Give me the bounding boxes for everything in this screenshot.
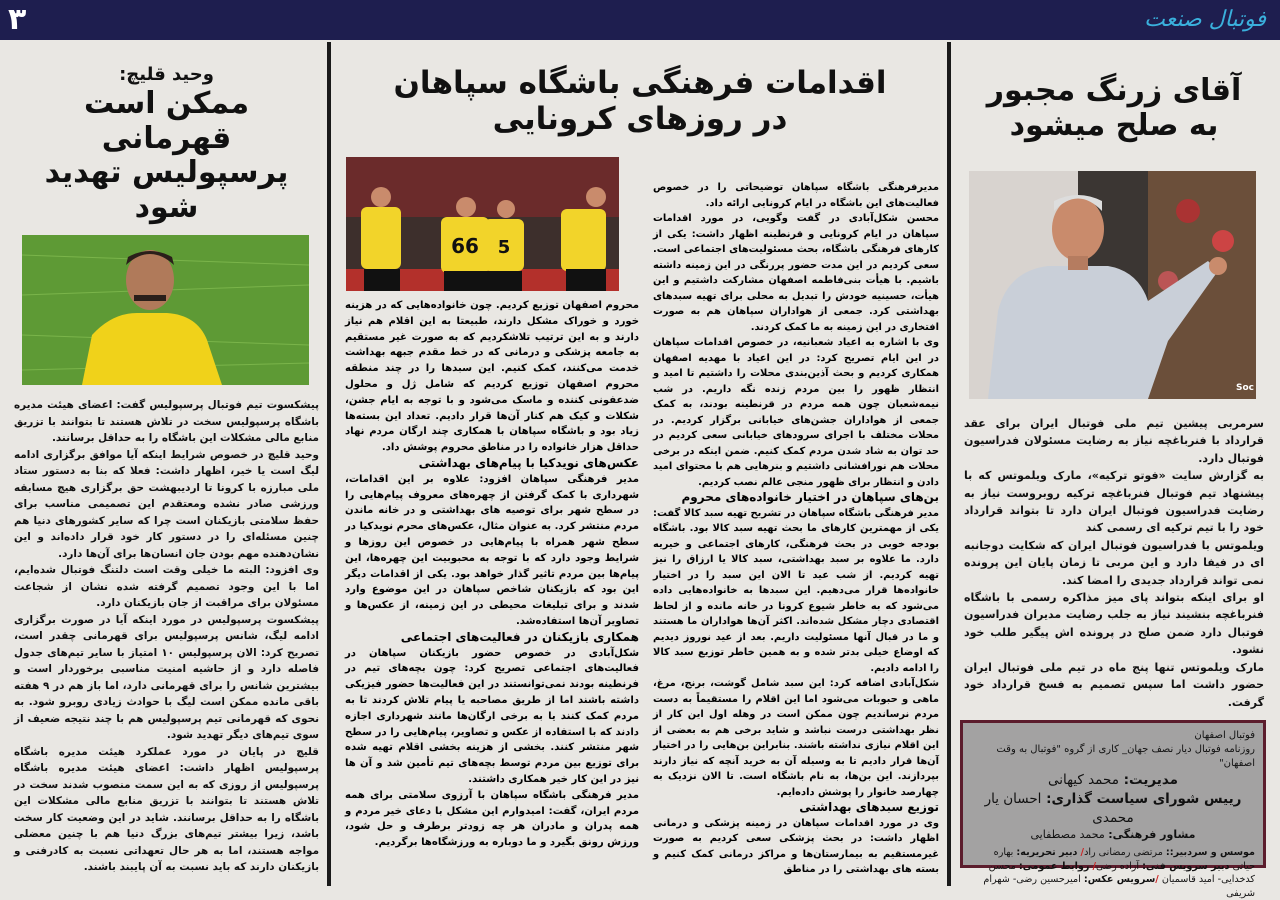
credits-staff — [971, 846, 1255, 900]
paragraph: محسن شکل‌آبادی در گفت وگویی، در مورد اقدامات سپاهان در ایام کرونایی و قرنطینه اظهار داشت: یکی از کارهای فرهنگی باشگاه، بحث مسئولیت‌های اجتماعی است. سعی کردیم در این مدت حضور پررنگی در این زمینه داشته باشیم. با هیأت بنی‌فاطمه اصفهان مشارکت داشتیم و این هیأت، حسینیه خودش را تبدیل به محلی برای تهیه سبدهای بهداشتی کرد. جمعی از هواداران سپاهان هم به صورت افتخاری در این زمینه به ما کمک کردند. — [653, 213, 939, 333]
separator: / — [1155, 874, 1159, 885]
subheading: عکس‌های نویدکیا با پیام‌های بهداشتی — [418, 455, 639, 470]
value: مرتضی رمضانی راد — [1084, 847, 1163, 858]
paragraph: او برای اینکه بتواند پای میز مذاکره رسمی با باشگاه فنرباغچه بنشیند نیاز به جلب رضایت مدیران فدراسیون فوتبال دارد ضمن صلح در پرونده اش پیگیر طلب خود نشود. — [964, 591, 1264, 657]
value: محمد کیهانی — [1047, 772, 1119, 788]
article-body — [964, 415, 1264, 711]
paragraph: به گزارش سایت «فوتو ترکیه»، مارک ویلموتس که با پیشنهاد تیم فوتبال فنرباغچه ترکیه روبروست نیاز به رضایت فدراسیون فوتبال ایران دارد تا بتواند قرارداد خود را با تیم ترکیه ای رسمی کند — [964, 469, 1264, 535]
paragraph: شکل‌آبادی در خصوص حضور بازیکنان سپاهان در فعالیت‌های اجتماعی تصریح کرد: چون بچه‌های تیم در فرنطینه بودند نمی‌توانستند در این فعالیت‌ها حضور فیزیکی داشته باشند اما از طریق مصاحبه یا پیام تلاش کردند تا به مردم کمک کنند یا به برخی ارگان‌ها مانند شهرداری اجازه دادند که با استفاده از عکس و تصاویر، پیام‌هایی را در سطح شهر منتشر کنند. بخشی از هزینه بخشی اقلام تهیه شده برای توزیع بین مردم توسط بچه‌های تیم تأمین شد و آن ها نیز در این کار خیر همکاری داشتند. — [345, 647, 639, 785]
headline-line: اقدامات فرهنگی باشگاه سپاهان — [393, 65, 887, 101]
value: بهاره حیاتی — [993, 847, 1255, 872]
article-sepahan — [340, 48, 940, 137]
wilmots-photo — [969, 171, 1256, 399]
credits-box — [960, 720, 1266, 899]
article-wilmots — [964, 48, 1264, 711]
headline — [964, 74, 1264, 143]
separator: / — [1092, 860, 1096, 872]
paragraph: مارک ویلموتس تنها پنج ماه در تیم ملی فوتبال ایران حضور داشت اما سپس تصمیم به فسخ قرارداد خود گرفت. — [964, 660, 1264, 709]
headline-line: پرسپولیس تهدید شود — [44, 155, 289, 225]
label: روابط عمومی: — [1018, 860, 1090, 872]
masthead-bar — [0, 0, 1280, 40]
jersey-number: 5 — [497, 237, 511, 258]
column-divider — [327, 42, 331, 886]
credits-cultural — [971, 828, 1255, 842]
newspaper-logo: فوتبال صنعت — [1144, 7, 1266, 32]
paragraph: محروم اصفهان توزیع کردیم. چون خانواده‌هایی که در هزینه خورد و خوراک مشکل دارند، طبیعتا به این اقلام هم نیاز دارند و به این ترتیب تلاشکردیم که به صورت غیر مستقیم به جامعه پزشکی و درمانی که در خط مقدم جبهه بهداشت خدمت می‌کنند، کمک کنیم. این سبدها را در چند منطقه محروم اصفهان توزیع کردیم که شامل ژل و محلول ضدعفونی کننده و ماسک می‌شود و با توجه به ایام جشن، شکلات و کیک هم کنار آن‌ها قرار دادیم. تعداد این بسته‌ها زیاد بود و باشگاه سپاهان با همکاری چند ارگان مردم نهاد حداقل هزار خانواده را در مناطق محروم پوشش داد. — [345, 300, 639, 454]
paragraph: پیشکسوت پرسپولیس در مورد اینکه آیا در صورت برگزاری ادامه لیگ، شانس پرسپولیس برای قهرمانی چقدر است، تصریح کرد: الان پرسپولیس ۱۰ امتیاز با سایر تیم‌های جدول فاصله دارد و از حاشیه امنیت مناسبی برخوردار است و بیشترین شانس را برای قهرمانی دارد، اما باز هم در ۹ هفته باقی مانده ممکن است لیگ با حوادث زیادی روبرو شود. به نحوی که قهرمانی تیم پرسپولیس هم با چند نتیجه ضعیف از سوی تیم‌های دیگر تهدید شود. — [14, 613, 319, 741]
credits-manager — [971, 771, 1255, 790]
column-divider — [947, 42, 951, 886]
headline-line: ممکن است قهرمانی — [83, 86, 250, 156]
subheading: توزیع سبدهای بهداشتی — [799, 800, 939, 814]
value: امیرحسین رضی- شهرام شریفی — [983, 874, 1255, 899]
paragraph: مدیر فرهنگی باشگاه سپاهان با آرزوی سلامتی برای همه مردم ایران، گفت: امیدوارم این مشکل با دعای خیر مردم و همه پدران و مادران هر چه زودتر برطرف و حل شود، ورزش رونق بگیرد و ما دوباره به ورزشگاه‌ها برگردیم. — [345, 789, 639, 849]
headline — [14, 87, 319, 225]
paragraph: پیشکسوت تیم فوتبال پرسپولیس گفت: اعضای هیئت مدیره باشگاه پرسپولیس سخت در تلاش هستند تا بتوانند با تزریق منابع مالی مشکلات این باشگاه را به حداقل برسانند. — [14, 399, 319, 444]
jersey-number: 66 — [451, 234, 479, 258]
ghalich-photo — [22, 235, 309, 385]
paragraph: مدیرفرهنگی باشگاه سپاهان توضیحاتی را در خصوص فعالیت‌های این باشگاه در ایام کرونایی ارائه داد. — [653, 182, 939, 209]
label: دبیر تحریریه: — [1016, 847, 1078, 858]
photo-illustration — [22, 235, 309, 385]
subheading: بن‌های سپاهان در اختیار خانواده‌های محروم — [681, 490, 939, 504]
paragraph: ویلموتس با فدراسیون فوتبال ایران که شکایت دوجانبه ای در فیفا دارد و این مربی تا زمان پایان این پرونده نمی تواند قرارداد جدیدی را امضا کند. — [964, 538, 1264, 587]
article-column-left — [345, 298, 639, 851]
paragraph: قلیچ در پایان در مورد عملکرد هیئت مدیره باشگاه پرسپولیس اظهار داشت: اعضای هیئت مدیره باشگاه پرسپولیس از روزی که به این سمت منصوب شدند سخت در تلاش هستند تا بتوانند با تزریق منابع مالی مشکلات این باشگاه را به حداقل برسانند. شاید در این وضعیت کار سخت باشد، زیرا بیشتر تیم‌های بزرگ دنیا هم با چنین معضلی مواجه هستند، اما به هر حال تعهداتی نسبت به کادرفنی و بازیکنان دارند که باید نسبت به آن پایبند باشند. — [14, 745, 319, 873]
credits-line: روزنامه فوتبال دیار نصف جهان_ کاری از گروه "فوتبال به وقت اصفهان" — [996, 744, 1255, 769]
value: محمد مصطفایی — [1030, 828, 1105, 841]
credits-line: فوتبال اصفهان — [1194, 730, 1255, 741]
article-ghalich — [14, 48, 319, 876]
photo-illustration — [969, 171, 1256, 399]
paragraph: وی با اشاره به اعیاد شعبانیه، در خصوص اقدامات سپاهان در این ایام تصریح کرد: در این اعیاد با مهدیه اصفهان همکاری کردیم و بحث آذین‌بندی محلات را داشتیم تا امید و انتظار ظهور را بین مردم زنده نگه داریم. در شب نیمه‌شعبان چون همه مردم در قرنطینه بودند، به کمک جمعی از هواداران جشن‌های خیابانی برگزار کردیم. در محلات مختلف با اجرای سرودهای خیابانی سعی کردیم در حد توان به شاد شدن مردم کمک کنیم. ضمن اینکه در برخی محلات هم نورافشانی داشتیم و بنرهایی هم با محتوای امید دادن و انتظار برای ظهور منجی عالم نصب کردیم. — [653, 337, 939, 488]
credits-policy — [971, 790, 1255, 828]
value: آزاده رضی — [1095, 860, 1140, 872]
label: مدیریت: — [1123, 772, 1179, 788]
value: محسن کدخدایی- امید قاسمیان — [988, 860, 1255, 885]
paragraph: وحید قلیچ در خصوص شرایط اینکه آیا موافق برگزاری ادامه لیگ است یا خیر، اظهار داشت: فعلا که بنا به دستور ستاد ملی مبارزه با کرونا تا اردیبهشت حق برگزاری هیچ مسابقه ورزشی صادر نشده ومعتقدم این تصمیمی مناسب برای حفظ سلامتی بازیکنان است چرا که سایر کشورهای دنیا هم چنین مسئله‌ای را در دستور کار خود قرار داده‌اند و این نشان‌دهنده مهم بودن جان انسان‌ها برای آن‌ها دارد. — [14, 448, 319, 560]
photo-credit: Soc — [1236, 383, 1254, 393]
headline-line: در روزهای کرونایی — [492, 100, 788, 137]
subheading: همکاری بازیکنان در فعالیت‌های اجتماعی — [400, 629, 639, 644]
headline-line: به صلح میشود — [1009, 107, 1219, 143]
paragraph: شکل‌آبادی اضافه کرد: این سبد شامل گوشت، برنج، مرغ، ماهی و حبوبات می‌شود اما این اقلام را مستقیماً به دست مردم نرساندیم چون ممکن است در وهله اول این کار از نظر بهداشتی درست نباشد و شاید برخی هم به بعضی از این اقلام نیازی نداشته باشند. بنابراین بن‌هایی را در اختیار آن‌ها قرار دادیم تا به وسیله آن به خرید آنچه که نیاز دارند بپردازند. این بن‌ها، به نام باشگاه است. تا الان نزدیک به چهارصد خانوار را پوشش داده‌ایم. — [653, 678, 939, 798]
paragraph: وی در مورد اقدامات سپاهان در زمینه پزشکی و درمانی اظهار داشت: در بحث پزشکی سعی کردیم به صورت غیرمستقیم به بیمارستان‌ها و مراکز درمانی کمک کنیم و بسته های بهداشتی را در مناطق — [653, 817, 939, 875]
label: سرویس عکس: — [1083, 874, 1156, 885]
article-body — [14, 397, 319, 876]
photo-illustration — [346, 157, 619, 291]
label: موسس و سردبیر:: — [1165, 847, 1255, 858]
paragraph: وی افزود: البته ما خیلی وقت است دلتنگ فوتبال شده‌ایم، اما با این وجود تصمیم گرفته شده نشان از شجاعت مسئولان برای مراقبت از جان بازیکنان دارد. — [14, 564, 319, 609]
separator: / — [1080, 847, 1085, 858]
label: دبیر سرویس فنی: — [1142, 860, 1230, 872]
headline — [340, 66, 940, 137]
headline-line: آقای زرنگ مجبور — [986, 73, 1242, 108]
label: مشاور فرهنگی: — [1108, 828, 1196, 841]
value: احسان یار محمدی — [984, 791, 1134, 826]
article-column-right — [653, 180, 939, 878]
paragraph: مدیر فرهنگی سپاهان افزود: علاوه بر این اقدامات، شهرداری با کمک گرفتن از چهره‌های معروف پیام‌هایی را در سطح شهر برای توصیه های بهداشتی و در خانه ماندن مردم منتشر کرد. به عنوان مثال، عکس‌های محرم نویدکیا در سطح شهر همراه با پیام‌هایی در خصوص این روزها و شرایط وجود دارد که با توجه به محبوبیت این چهره‌ها، این پیام‌ها بین مردم تاثیر گذار خواهد بود. یکی از اقدامات دیگر این بود که بازیکنان شاخص سپاهان در این موضوع وارد شدند و برای تبلیغات محیطی در این زمینه، از عکس‌ها و تصاویر آن‌ها استفاده‌شد. — [345, 473, 639, 627]
label: رییس شورای سیاست گذاری: — [1046, 791, 1242, 807]
paragraph: سرمربی پیشین تیم ملی فوتبال ایران برای عقد قرارداد با فنرباغچه نیاز به رضایت مسئولان فدراسیون فوتبال دارد. — [964, 417, 1264, 465]
sepahan-players-photo — [346, 157, 619, 291]
page-number: ۳ — [8, 2, 27, 37]
kicker: وحید قلیچ: — [119, 64, 214, 85]
paragraph: مدیر فرهنگی باشگاه سپاهان در تشریح تهیه سبد کالا گفت: یکی از مهمترین کارهای ما بحث تهیه سبد کالا بود. باشگاه بودجه خوبی در بحث فرهنگی، کارهای اجتماعی و خیریه دارد. ما علاوه بر سبد بهداشتی، سبد کالا یا ارزاق را نیز تهیه کردیم. از شب عید تا الان این سبد را در اختیار خانواده‌ها قرار می‌دهیم. این سبدها به خانواده‌هایی داده می‌شود که به خاطر شیوع کرونا در خانه مانده و از لحاظ اقتصادی دچار مشکل شده‌اند. اکثر آن‌ها هواداران ما هستند و ما در قبال آنها مسئولیت داریم. بعد از عید نوروز دیدیم که اوضاع خیلی بدتر شده و به همین خاطر توزیع سبد کالا را ادامه دادیم. — [653, 507, 939, 674]
